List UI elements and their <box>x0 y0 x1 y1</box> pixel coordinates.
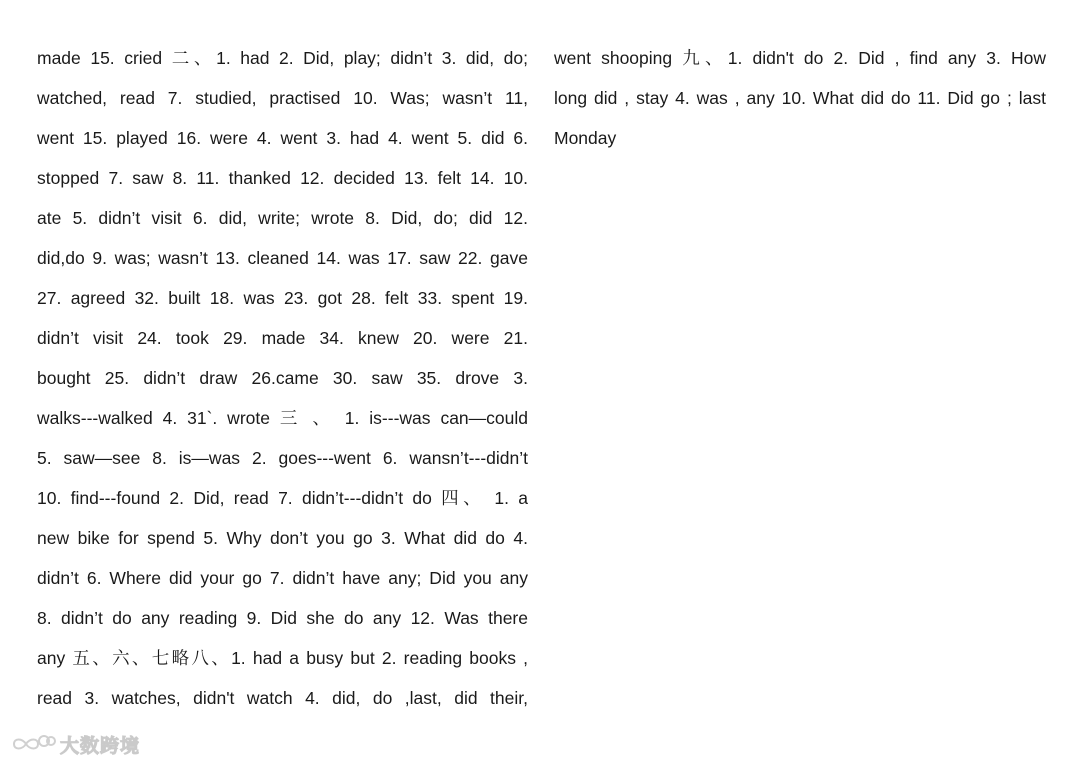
text-line: bought 25. didn’t draw 26.came 30. saw 35. drove 3. <box>37 368 528 388</box>
text-line: went shooping 九、1. didn't do 2. Did , find any 3. How <box>554 48 1046 68</box>
text-line: watched, read 7. studied, practised 10. Was; wasn’t 11, <box>37 88 528 108</box>
text-line: 5. saw—see 8. is—was 2. goes---went 6. wansn’t---didn’t <box>37 448 528 468</box>
watermark-text: 大数跨境 <box>60 734 141 757</box>
text-line: went 15. played 16. were 4. went 3. had 4. went 5. did 6. <box>37 128 528 148</box>
text-line: 10. find---found 2. Did, read 7. didn’t---didn’t do 四、 1. a <box>37 488 528 508</box>
text-line: Monday <box>554 128 617 148</box>
text-line: didn’t 6. Where did your go 7. didn’t have any; Did you any <box>37 568 528 588</box>
text-line: read 3. watches, didn't watch 4. did, do ,last, did their, <box>37 688 528 708</box>
watermark <box>8 730 140 758</box>
infinity-logo-icon <box>8 732 56 756</box>
text-line: did,do 9. was; wasn’t 13. cleaned 14. was 17. saw 22. gave <box>37 248 528 268</box>
text-line: made 15. cried 二、1. had 2. Did, play; didn’t 3. did, do; <box>37 48 528 68</box>
text-line: walks---walked 4. 31`. wrote 三 、 1. is---was can—could <box>37 408 528 428</box>
left-column <box>37 38 528 718</box>
text-line: any 五、六、七略八、1. had a busy but 2. reading books , <box>37 648 528 668</box>
right-column <box>554 38 1046 158</box>
text-line: long did , stay 4. was , any 10. What did do 11. Did go ; last <box>554 88 1046 108</box>
text-line: stopped 7. saw 8. 11. thanked 12. decided 13. felt 14. 10. <box>37 168 528 188</box>
text-line: 27. agreed 32. built 18. was 23. got 28. felt 33. spent 19. <box>37 288 528 308</box>
text-line: 8. didn’t do any reading 9. Did she do any 12. Was there <box>37 608 528 628</box>
text-line: didn’t visit 24. took 29. made 34. knew 20. were 21. <box>37 328 528 348</box>
text-line: ate 5. didn’t visit 6. did, write; wrote 8. Did, do; did 12. <box>37 208 528 228</box>
text-line: new bike for spend 5. Why don’t you go 3. What did do 4. <box>37 528 528 548</box>
